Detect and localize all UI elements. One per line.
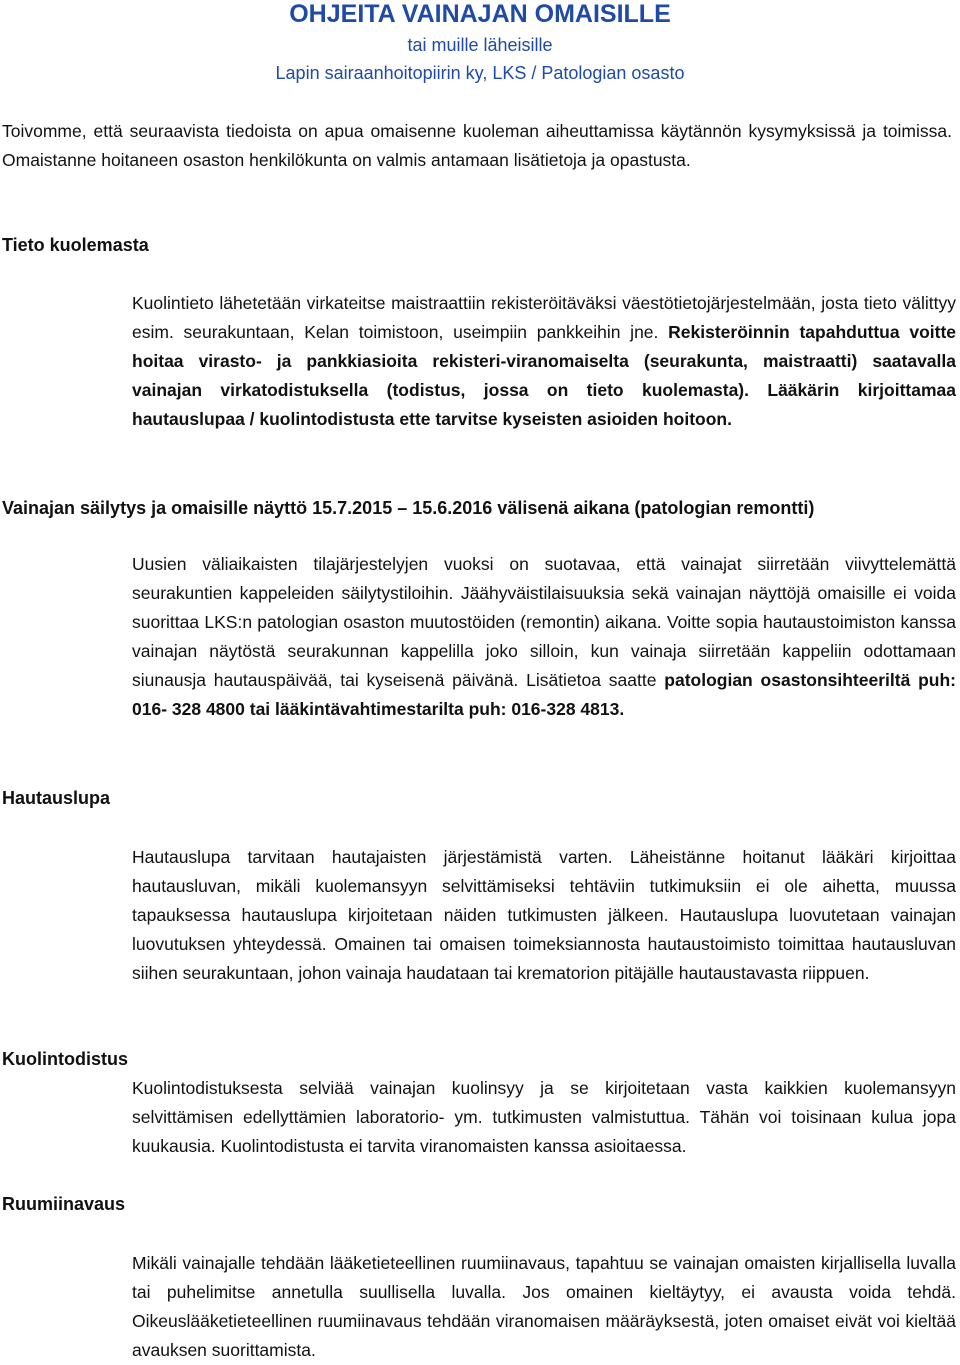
document-title: OHJEITA VAINAJAN OMAISILLE xyxy=(289,0,671,28)
section-heading-hautauslupa: Hautauslupa xyxy=(2,788,111,808)
body-bold-text: Rekisteröinnin tapahduttua voitte hoitaa virasto- ja pankkiasioita rekisteri-viranomaiselta (seurakunta, maistraatti) saatavalla vainajan virkatodistuksella (todistus, jossa on tieto kuolemasta). Lääkärin kirjoittamaa hautauslupaa / kuolintodistusta ette tarvitse kyseisten asioiden hoitoon. xyxy=(132,322,957,429)
document-subtitle: tai muille läheisille xyxy=(407,35,553,55)
section-heading-tieto-kuolemasta: Tieto kuolemasta xyxy=(2,235,149,255)
section-heading-sailytys: Vainajan säilytys ja omaisille näyttö 15.7.2015 – 15.6.2016 välisenä aikana (patologian remontti) xyxy=(2,498,815,518)
contact-info-bold: patologian osastonsihteeriltä puh: 016- 328 4800 tai lääkintävahtimestarilta puh: 016-328 4813. xyxy=(132,670,957,719)
section-body-tieto-kuolemasta xyxy=(132,289,956,434)
intro-paragraph: Toivomme, että seuraavista tiedoista on apua omaisenne kuoleman aiheuttamissa käytännön kysymyksissä ja toimissa. Omaistanne hoitaneen osaston henkilökunta on valmis antamaan lisätietoja ja opastusta. xyxy=(2,121,952,170)
body-text: Uusien väliaikaisten tilajärjestelyjen vuoksi on suotavaa, että vainajat siirretään viivyttelemättä seurakuntien kappeleiden säilytystiloihin. Jäähyväistilaisuuksia sekä vainajan näyttöjä omaisille ei voida suorittaa LKS:n patologian osaston muutostöiden (remontin) aikana. Voitte sopia hautaustoimiston kanssa vainajan näytöstä seurakunnan kappelilla joko silloin, kun vainaja siirretään kappeliin odottamaan siunausja hautauspäivää, tai kyseisenä päivänä. Lisätietoa saatte xyxy=(132,554,956,690)
organization-line: Lapin sairaanhoitopiirin ky, LKS / Patologian osasto xyxy=(275,63,685,83)
section-body-sailytys xyxy=(132,550,956,724)
body-text: Kuolintieto lähetetään virkateitse maistraattiin rekisteröitäväksi väestötietojärjestelmään, josta tieto välittyy esim. seurakuntaan, Kelan toimistoon, useimpiin pankkeihin jne. xyxy=(132,293,956,342)
section-heading-ruumiinavaus: Ruumiinavaus xyxy=(2,1194,126,1214)
section-body-ruumiinavaus: Mikäli vainajalle tehdään lääketieteellinen ruumiinavaus, tapahtuu se vainajan omaisten kirjallisella luvalla tai puhelimitse annetulla suullisella luvalla. Jos omainen kieltäytyy, ei avausta voida tehdä. Oikeuslääketieteellinen ruumiinavaus tehdään viranomaisen määräyksestä, joten omaiset eivät voi kieltää avauksen suorittamista. xyxy=(132,1253,956,1360)
section-body-hautauslupa: Hautauslupa tarvitaan hautajaisten järjestämistä varten. Läheistänne hoitanut lääkäri kirjoittaa hautausluvan, mikäli kuolemansyyn selvittämiseksi tehtäviin tutkimuksiin ei ole aihetta, muussa tapauksessa hautauslupa kirjoitetaan näiden tutkimusten jälkeen. Hautauslupa luovutetaan vainajan luovutuksen yhteydessä. Omainen tai omaisen toimeksiannosta hautaustoimisto toimittaa hautausluvan siihen seurakuntaan, johon vainaja haudataan tai krematorion pitäjälle hautaustavasta riippuen. xyxy=(132,847,956,983)
section-body-kuolintodistus: Kuolintodistuksesta selviää vainajan kuolinsyy ja se kirjoitetaan vasta kaikkien kuolemansyyn selvittämisen edellyttämien laboratorio- ym. tutkimusten valmistuttua. Tähän voi toisinaan kulua jopa kuukausia. Kuolintodistusta ei tarvita viranomaisten kanssa asioitaessa. xyxy=(132,1078,956,1156)
section-heading-kuolintodistus: Kuolintodistus xyxy=(2,1049,128,1069)
